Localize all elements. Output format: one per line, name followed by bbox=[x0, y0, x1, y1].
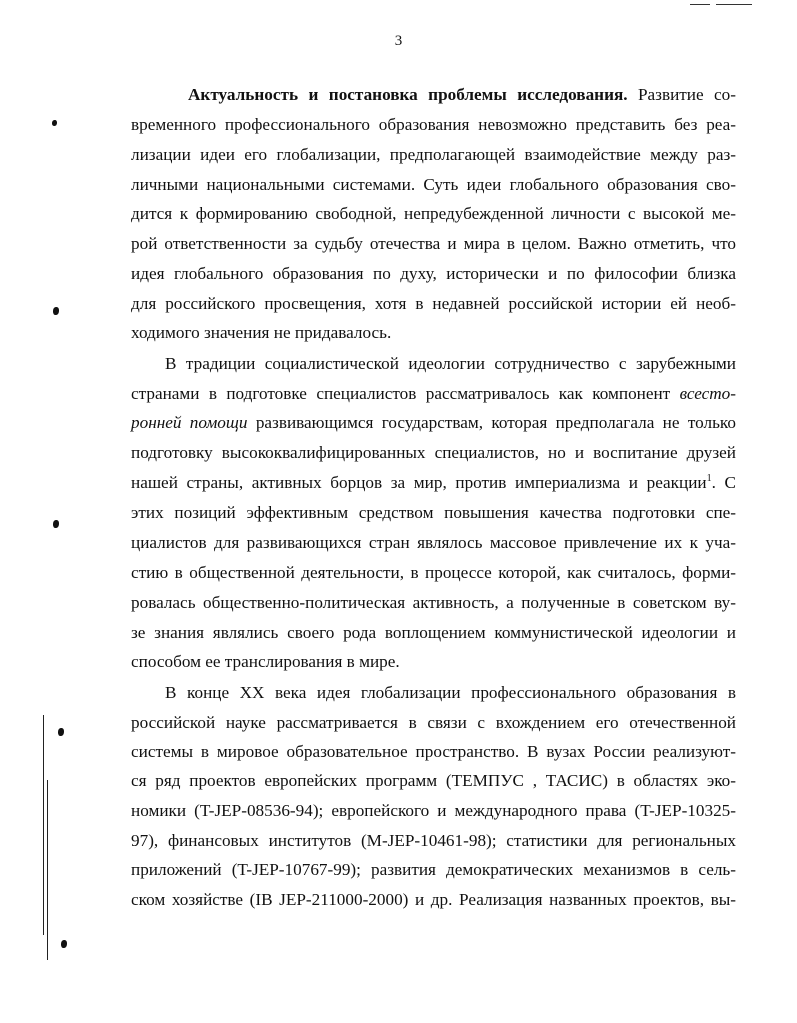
paragraph-2-line bbox=[131, 381, 736, 407]
paragraph-1-line: дится к формированию свободной, непредубежденной личности с высокой ме- bbox=[131, 204, 736, 223]
scan-corner-mark bbox=[716, 4, 752, 5]
paragraph-1-line: личными национальными системами. Суть идеи глобального образования сво- bbox=[131, 175, 736, 194]
punch-hole-mark bbox=[61, 940, 67, 948]
scan-edge-line bbox=[43, 715, 44, 935]
paragraph-2-line: этих позиций эффективным средством повышения качества подготовки спе- bbox=[131, 503, 736, 522]
text-span: странами в подготовке специалистов рассматривалось как компонент bbox=[131, 384, 680, 403]
paragraph-2-line: циалистов для развивающихся стран являлось массовое привлечение их к уча- bbox=[131, 533, 736, 552]
paragraph-1-line bbox=[188, 82, 736, 108]
paragraph-3-line: ском хозяйстве (IB JEP-211000-2000) и др. Реализация названных проектов, вы- bbox=[131, 890, 736, 909]
paragraph-1-line: рой ответственности за судьбу отечества и мира в целом. Важно отметить, что bbox=[131, 234, 736, 253]
scan-edge-line bbox=[47, 780, 48, 960]
paragraph-1-line: идея глобального образования по духу, исторически и по философии близка bbox=[131, 264, 736, 283]
paragraph-3-line: номики (T-JEP-08536-94); европейского и международного права (T-JEP-10325- bbox=[131, 801, 736, 820]
paragraph-3-line: приложений (T-JEP-10767-99); развития демократических механизмов в сель- bbox=[131, 860, 736, 879]
paragraph-1-line: временного профессионального образования невозможно представить без реа- bbox=[131, 115, 736, 134]
paragraph-1-line: лизации идеи его глобализации, предполагающей взаимодействие между раз- bbox=[131, 145, 736, 164]
paragraph-2-line bbox=[131, 410, 736, 436]
italic-text: ронней помощи bbox=[131, 413, 248, 432]
punch-hole-mark bbox=[53, 307, 59, 315]
italic-text: всесто- bbox=[679, 384, 736, 403]
text-span: нашей страны, активных борцов за мир, против империализма и реакции bbox=[131, 473, 707, 492]
section-heading: Актуальность и постановка проблемы исследования. bbox=[188, 85, 628, 104]
page-number: 3 bbox=[394, 33, 403, 49]
punch-hole-mark bbox=[53, 520, 59, 528]
text-span: развивающимся государствам, которая предполагала не только bbox=[247, 413, 736, 432]
paragraph-2-line: ровалась общественно-политическая активность, а полученные в советском ву- bbox=[131, 593, 736, 612]
paragraph-3-line: системы в мировое образовательное пространство. В вузах России реализуют- bbox=[131, 742, 736, 761]
paragraph-3-line: В конце XX века идея глобализации профессионального образования в bbox=[165, 683, 736, 702]
paragraph-1-line: ходимого значения не придавалось. bbox=[131, 323, 392, 342]
paragraph-2-line bbox=[131, 470, 736, 496]
paragraph-1-line: для российского просвещения, хотя в недавней российской истории ей необ- bbox=[131, 294, 736, 313]
paragraph-2-line: стию в общественной деятельности, в процессе которой, как считалось, форми- bbox=[131, 563, 736, 582]
text-span: Развитие со- bbox=[627, 85, 736, 104]
text-span: . С bbox=[711, 473, 736, 492]
paragraph-3-line: ся ряд проектов европейских программ (ТЕМПУС , ТАСИС) в областях эко- bbox=[131, 771, 736, 790]
paragraph-2-line: зе знания являлись своего рода воплощением коммунистической идеологии и bbox=[131, 623, 736, 642]
punch-hole-mark bbox=[52, 120, 57, 126]
paragraph-3-line: 97), финансовых институтов (M-JEP-10461-98); статистики для региональных bbox=[131, 831, 736, 850]
paragraph-2-line: В традиции социалистической идеологии сотрудничество с зарубежными bbox=[165, 354, 736, 373]
punch-hole-mark bbox=[58, 728, 64, 736]
paragraph-2-line: способом ее транслирования в мире. bbox=[131, 652, 400, 671]
paragraph-3-line: российской науке рассматривается в связи с вхождением его отечественной bbox=[131, 713, 736, 732]
scan-corner-mark bbox=[690, 4, 710, 5]
footnote-marker: 1 bbox=[706, 473, 712, 484]
paragraph-2-line: подготовку высококвалифицированных специалистов, но и воспитание друзей bbox=[131, 443, 736, 462]
